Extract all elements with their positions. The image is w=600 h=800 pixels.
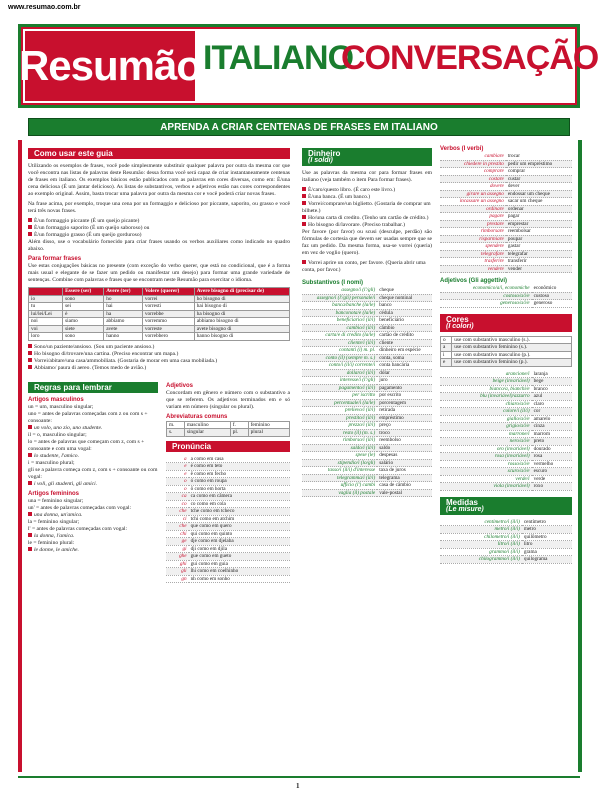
table-row: marrone/i marrom xyxy=(440,430,572,438)
table-row: resto (il) (m. s.) troco xyxy=(302,429,432,437)
table-row: cambio/i (il/i) câmbio xyxy=(302,324,432,332)
table-row: pagamento/i (il/i) pagamento xyxy=(302,384,432,392)
table-row: ci tchi como em atchim xyxy=(166,515,290,523)
table-row: girare un assegno endossar um cheque xyxy=(440,190,572,198)
formar-example: Abbiamo/ paura di aereo. (Temos medo de avião.) xyxy=(28,365,290,372)
table-row: telegrafare telegrafar xyxy=(440,250,572,258)
column-right xyxy=(440,146,572,564)
table-row: noi siamo abbiamo vorremmo abbiamo bisogno di xyxy=(29,318,290,326)
table-row: chilometro/i (il/i) quilômetro xyxy=(440,533,572,541)
table-row: lui/lei/Lei è ha vorrebbe ha bisogno di xyxy=(29,310,290,318)
table-row: grammo/i (il/i) grama xyxy=(440,548,572,556)
guia-paragraph-2: Na frase acima, por exemplo, troque una cena por un formaggio e delicioso por piccante, saporito, ou grasso e você terá três novas frases. xyxy=(28,201,290,214)
substantivos-table xyxy=(302,287,432,497)
table-row: conto/i (il/i) corrente/i conta bancária xyxy=(302,362,432,370)
table-row: tasso/i (il/i) d'interesse taxa de juros xyxy=(302,467,432,475)
masc-line: lo = antes de palavras que começam com z, com s + consoante e com uma vogal: xyxy=(28,438,145,452)
section-cores-title: Cores (I colori) xyxy=(440,314,572,332)
fem-line: le = feminino plural: xyxy=(28,539,75,546)
table-row: rimborso/i (il/i) reembolso xyxy=(302,437,432,445)
table-row: verde/i verde xyxy=(440,475,572,483)
table-row: metro/i (il/i) metro xyxy=(440,526,572,534)
masc-line: i = masculino plural; xyxy=(28,459,75,466)
subject-title: ITALIANO xyxy=(203,39,354,77)
guia-paragraph-3: Além disso, use o vocabulário fornecido para criar frases usando os verbos auxiliares como indicado no quadro abaixo. xyxy=(28,239,290,252)
table-row: o ó como em roupa xyxy=(166,478,290,486)
table-row: che que como em quero xyxy=(166,523,290,531)
table-row: assegno/i (l'/gli) personale/i cheque nominal xyxy=(302,294,432,302)
site-url: www.resumao.com.br xyxy=(8,4,81,11)
section-pronuncia-title: Pronúncia xyxy=(166,441,290,452)
fem-line: la donna, l'amica. xyxy=(28,533,158,540)
column-left xyxy=(28,146,290,583)
table-row: i use com substantivo masculino (p.). xyxy=(441,351,572,359)
subheading: APRENDA A CRIAR CENTENAS DE FRASES EM ITALIANO xyxy=(28,118,570,136)
cores-rules-table xyxy=(440,336,572,367)
masc-line: uno = antes de palavras começadas com z ou com s + consoante: xyxy=(28,410,148,424)
table-row: m. masculino f. feminino xyxy=(167,421,290,429)
formar-example: Ho bisogno di/trovare/una cartina. (Preciso encontrar um mapa.) xyxy=(28,351,290,358)
adjetivos-title: Adjetivos xyxy=(166,382,194,389)
table-row: o use com substantivo masculino (s.). xyxy=(441,336,572,344)
masc-line: un = um, masculino singular; xyxy=(28,403,94,410)
masc-line: il = o, masculino singular; xyxy=(28,431,87,438)
table-row: dovere dever xyxy=(440,183,572,191)
table-row: vendere vender xyxy=(440,265,572,273)
dinheiro-example: È/caro/questo libro. (É caro este livro.) xyxy=(302,187,432,194)
section-dinheiro-title: Dinheiro (I soldi) xyxy=(302,148,432,166)
abbr-table xyxy=(166,421,290,437)
cores-table xyxy=(440,371,572,491)
fem-line: le donne, le amiche. xyxy=(28,547,158,554)
table-row: bianco/a, bianchi/e branco xyxy=(440,385,572,393)
adj-list-title: Adjetivos (Gli aggettivi) xyxy=(440,278,508,284)
table-row: ge dje como em djelaba xyxy=(166,538,290,546)
dinheiro-example: È/una banca. (É um banco.) xyxy=(302,194,432,201)
table-row: ghe gue como em gueto xyxy=(166,553,290,561)
masc-line: un volo, uno zio, uno studente. xyxy=(28,425,158,432)
formar-example: Vorrei/abitare/una casa/ammobiliata. (Gostaria de morar em uma casa mobiliada.) xyxy=(28,358,290,365)
table-row: chilogrammo/i (il/i) quilograma xyxy=(440,556,572,564)
table-row: a a como em casa xyxy=(166,456,290,463)
table-row: comprare comprar xyxy=(440,168,572,176)
table-row: tu sei hai vorresti hai bisogno di xyxy=(29,303,290,311)
table-row: assegno/i (l'/gli) cheque xyxy=(302,287,432,294)
table-row: costare custar xyxy=(440,175,572,183)
table-row: per iscritto por escrito xyxy=(302,392,432,400)
table-row: generoso/a/i/e generoso xyxy=(440,300,572,308)
table-row: dollaro/i (il/i) dólar xyxy=(302,369,432,377)
table-row: vaglia (il) postale vale-postal xyxy=(302,489,432,497)
formar-title: Para formar frases xyxy=(28,256,82,262)
table-row: stipendio/i (lo/gli) salário xyxy=(302,459,432,467)
abbr-title: Abreviaturas comuns xyxy=(166,413,228,420)
table-row: gli lhi como em coelhinho xyxy=(166,568,290,576)
table-header: Essere (ser) xyxy=(63,288,104,296)
section-regras-title: Regras para lembrar xyxy=(28,382,158,393)
formar-examples xyxy=(28,344,290,372)
table-row: giallo/a/i/e amarelo xyxy=(440,415,572,423)
table-row: prestito/i (il/i) empréstimo xyxy=(302,414,432,422)
pronuncia-table xyxy=(166,456,290,584)
formar-paragraph: Use estas conjugações básicas no presente (com exceção do verbo querer, que está no condicional, que é a forma mais usual e elegante de se fazer um pedido ou manifestar um desejo) para formar uma grande variedade de sentenças. Combine com palavras e frases que se encontram neste Resumão para exercitar o idioma. xyxy=(28,263,290,283)
table-row: economico/a/i, economiche econômico xyxy=(440,285,572,292)
left-border xyxy=(18,140,22,772)
table-row: beige (invariável) bege xyxy=(440,378,572,386)
table-row: trasferire transferir xyxy=(440,258,572,266)
table-row: interesse/i (l'/gli) juro xyxy=(302,377,432,385)
topic-title: CONVERSAÇÃO xyxy=(341,39,599,77)
brand-title: Resumão xyxy=(25,31,195,101)
table-row: s. singular pl. plural xyxy=(167,429,290,437)
fem-line: l' = antes de palavras começadas com vogal: xyxy=(28,525,128,532)
table-row: e é como em teto xyxy=(166,463,290,471)
table-row: viola (invariável) roxo xyxy=(440,483,572,491)
table-row: nero/a/i/e preto xyxy=(440,438,572,446)
fem-line: una = feminino singular; xyxy=(28,497,84,504)
fem-line: una donna, un'amica. xyxy=(28,512,158,519)
medidas-table xyxy=(440,519,572,564)
substantivos-title: Substantivos (I nomi) xyxy=(302,280,364,286)
section-medidas-title: Medidas (Le misure) xyxy=(440,497,572,515)
table-row: co co como em cola xyxy=(166,500,290,508)
table-row: rosa (invariável) rosa xyxy=(440,453,572,461)
table-row: centimetro/i (il/i) centímetro xyxy=(440,519,572,526)
table-row: chi qui como em quinto xyxy=(166,530,290,538)
table-row: carta/e di credito (la/le) cartão de crédito xyxy=(302,332,432,340)
table-row: gi dji como em djila xyxy=(166,545,290,553)
bottom-border xyxy=(18,776,580,778)
table-row: chiedere in prestito pedir um empréstimo xyxy=(440,160,572,168)
column-middle xyxy=(302,146,432,497)
formar-example: Sono/un paziente/ansioso. (Sou um paciente ansioso.) xyxy=(28,344,290,351)
dinheiro-paragraph-2: Per favore (por favor) ou scusi (desculpe, perdão) são fórmulas de cortesia que devem ser usadas sempre que se faz um pedido. Da mesma forma, usa-se vorrei (queria) em vez de voglio (quero). xyxy=(302,229,432,256)
table-row: e use com substantivo feminino (p.). xyxy=(441,359,572,367)
table-row: banconota/e (la/le) cédula xyxy=(302,309,432,317)
table-row: colore/i (il/i) cor xyxy=(440,408,572,416)
fem-line: un' = antes de palavras começadas com vogal: xyxy=(28,504,132,511)
table-row: pagare pagar xyxy=(440,213,572,221)
masc-line: gli se a palavra começa com z, com s + consoante ou com vogal: xyxy=(28,466,158,480)
dinheiro-example: Vorrei/comprare/un biglietto. (Gostaria de comprar um bilhete.) xyxy=(302,201,431,214)
table-row: risparmiare poupar xyxy=(440,235,572,243)
conjugation-table xyxy=(28,287,290,341)
table-header: Avere bisogno di (precisar de) xyxy=(194,288,289,296)
dinheiro-paragraph: Use as palavras da mesma cor para formar frases em italiano (veja também o item Para formar frases). xyxy=(302,170,432,183)
table-row: spese (le) despesas xyxy=(302,452,432,460)
table-row: ghi gui como em guia xyxy=(166,560,290,568)
adjetivos-pronuncia-block xyxy=(166,380,290,584)
table-row: loro sono hanno vorrebbero hanno bisogno di xyxy=(29,333,290,341)
right-border xyxy=(578,140,582,772)
adjetivos-paragraph: Concordam em gênero e número com o substantivo a que se referem. Os adjetivos terminados em e só variam em número (singular ou plural). xyxy=(166,389,290,410)
fem-title: Artigos femininos xyxy=(28,490,80,497)
table-row: grigio/a/i/e cinza xyxy=(440,423,572,431)
dinheiro-example: Ho/una carta di credito. (Tenho um cartão de crédito.) xyxy=(302,215,432,222)
table-row: gn nh como em sonho xyxy=(166,575,290,583)
table-row: ordinare ordenar xyxy=(440,205,572,213)
table-row: rosso/a/i/e vermelho xyxy=(440,460,572,468)
masc-line: i voli, gli studenti, gli amici. xyxy=(28,481,158,488)
verbos-title: Verbos (I verbi) xyxy=(440,146,484,152)
table-row: prezzo/i (il/i) preço xyxy=(302,422,432,430)
table-row: telegramma/i (il/i) telegrama xyxy=(302,474,432,482)
title-banner xyxy=(18,24,599,108)
table-row: e ê como em fecho xyxy=(166,470,290,478)
table-header xyxy=(29,288,63,296)
regras-block xyxy=(28,380,158,584)
table-row: cliente/i (il/i) cliente xyxy=(302,339,432,347)
table-row: contanti (i) m. pl. dinheiro em espécie xyxy=(302,347,432,355)
table-row: scuro/a/i/e escuro xyxy=(440,468,572,476)
guia-example: È/un formaggio grasso (É um queijo gorduroso) xyxy=(28,232,290,239)
guia-example: È/un formaggio piccante (É um queijo picante) xyxy=(28,218,290,225)
table-row: spendere gastar xyxy=(440,243,572,251)
guia-examples xyxy=(28,218,290,239)
table-row: percentuale/i (la/le) porcentagem xyxy=(302,399,432,407)
table-row: a use com substantivo feminino (s.). xyxy=(441,344,572,352)
table-row: oro (invariável) dourado xyxy=(440,445,572,453)
table-row: litro/i (il/i) litro xyxy=(440,541,572,549)
verbos-table xyxy=(440,153,572,273)
page-number: 1 xyxy=(296,782,300,790)
masc-title: Artigos masculinos xyxy=(28,396,84,403)
table-row: o ô como em horta xyxy=(166,485,290,493)
table-row: ufficio (l') cambi casa de câmbio xyxy=(302,482,432,490)
table-row: beneficiario/i (il/i) beneficiário xyxy=(302,317,432,325)
table-row: arancione/i laranja xyxy=(440,371,572,378)
table-row: blu (invariável)/azzurro azul xyxy=(440,393,572,401)
guia-paragraph-1: Utilizando os exemplos de frases, você pode simplesmente substituir qualquer palavra por outra da mesma cor que você encontra nas listas de palavras deste Resumão: dessa forma você será capaz de criar instantaneamente centenas de frases em italiano. Os exemplos básicos estão publicados com as palavras em cores diversas, como em: È/una cena deliciosa (É um jantar delicioso). As listas de substantivos, verbos e adjetivos estão nas cores correspondentes ao exemplo original. Assim, basta trocar uma palavra por outra da mesma cor e você poderá criar novas frases. xyxy=(28,163,290,197)
table-row: cambiare trocar xyxy=(440,153,572,160)
table-row: saldo/i (il/i) saldo xyxy=(302,444,432,452)
guia-example: È/un formaggio saporito (É um queijo saboroso) ou xyxy=(28,225,290,232)
table-header: Avere (ter) xyxy=(104,288,143,296)
table-row: incassare un assegno sacar um cheque xyxy=(440,198,572,206)
table-row: rimborsare reembolsar xyxy=(440,228,572,236)
masc-line: lo studente, l'amico. xyxy=(28,453,158,460)
table-row: banca/banche (la/le) banco xyxy=(302,302,432,310)
adj-list-table xyxy=(440,285,572,308)
table-row: io sono ho vorrei ho bisogno di xyxy=(29,295,290,303)
table-row: ca ca como em câmera xyxy=(166,493,290,501)
dinheiro-example: Ho bisogno di/lavorare. (Preciso trabalhar.) xyxy=(302,222,432,229)
table-row: prelievo/i (il/i) retirada xyxy=(302,407,432,415)
table-row: conto (il) (sempre m. s.) conta, soma xyxy=(302,354,432,362)
table-row: voi siete avete vorreste avete bisogno di xyxy=(29,325,290,333)
section-guia-title: Como usar este guia xyxy=(28,148,290,159)
table-row: chiaro/a/i/e claro xyxy=(440,400,572,408)
table-row: costoso/a/i/e custoso xyxy=(440,292,572,300)
table-row: prestare emprestar xyxy=(440,220,572,228)
table-header: Volere (querer) xyxy=(142,288,194,296)
dinheiro-example: Vorrei aprire un conto, per favore. (Queria abrir uma conta, por favor.) xyxy=(302,260,426,273)
fem-line: la = feminino singular; xyxy=(28,518,80,525)
table-row: che tche como em tcheco xyxy=(166,508,290,516)
